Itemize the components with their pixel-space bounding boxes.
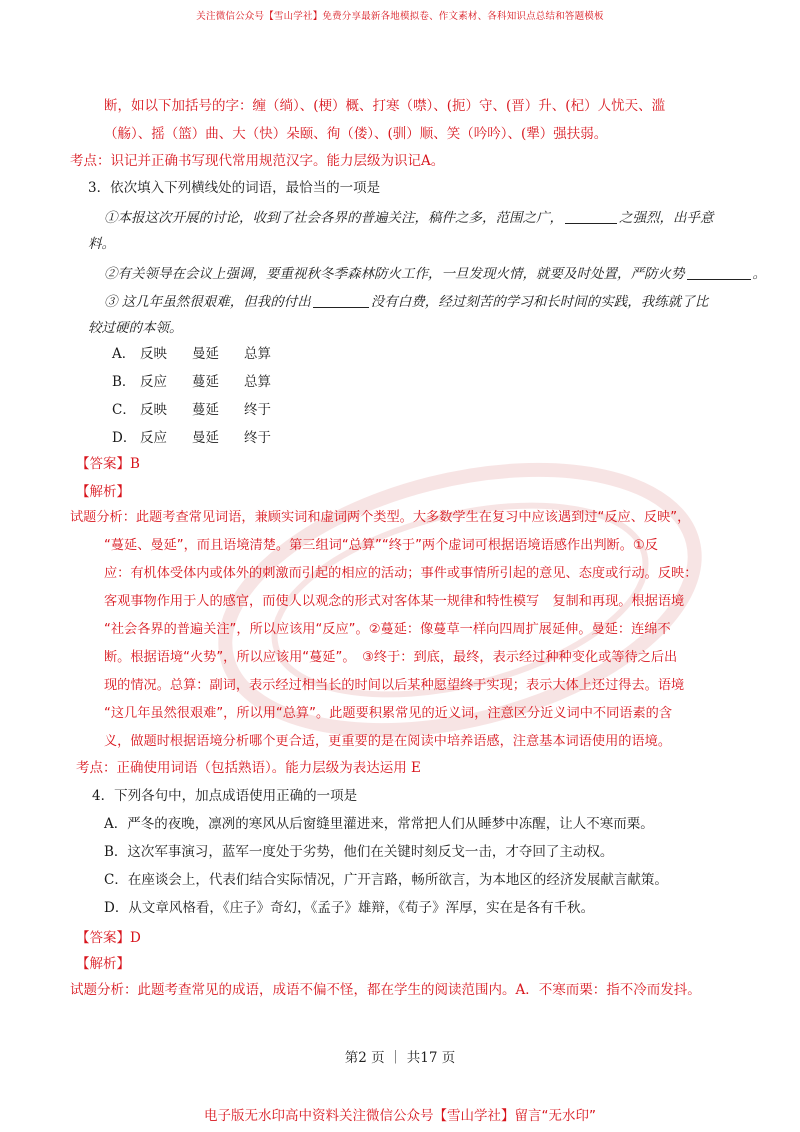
page-number: 第2 页 ｜ 共17 页 <box>344 1050 456 1066</box>
q3-s2-part-a: ②有关领导在会议上强调，要重视秋冬季森林防火工作，一旦发现火情，就要及时处置，严防火势 <box>104 266 685 282</box>
q3-sentence-2 <box>104 264 766 284</box>
q3-analysis-line: 客观事物作用于人的感官，而使人以观念的形式对客体某一规律和特性模写 复制和再现。根据语境 <box>104 594 685 609</box>
q3-sentence-1 <box>104 208 714 228</box>
q3-stem: 3．依次填入下列横线处的词语，最恰当的一项是 <box>88 180 381 196</box>
q3-s3-part-c: 较过硬的本领。 <box>88 320 183 336</box>
q3-analysis-line: 试题分析：此题考查常见词语，兼顾实词和虚词两个类型。大多数学生在复习中应该遇到过“反应、反映”， <box>70 510 691 525</box>
q3-analysis-line: “社会各界的普遍关注”，所以应该用“反应”。②蔓延：像蔓草一样向四周扩展延伸。曼延：连绵不 <box>104 622 671 637</box>
q3-kaodian: 考点：正确使用词语（包括熟语）。能力层级为表达运用 E <box>76 760 421 776</box>
q3-answer: 【答案】B <box>76 456 140 472</box>
q3-s3-part-b: 没有白费，经过刻苦的学习和长时间的实践，我练就了比 <box>370 294 709 310</box>
q3-option: A． 反映 曼延 总算 <box>112 346 271 362</box>
header-banner: 关注微信公众号【雪山学社】免费分享最新各地模拟卷、作文素材、各科知识点总结和答题模板 <box>196 11 604 22</box>
q4-analysis-line: 试题分析：此题考查常见的成语，成语不偏不怪，都在学生的阅读范围内。A．不寒而栗：指不冷而发抖。 <box>70 982 701 998</box>
q3-analysis-line: 义，做题时根据语境分析哪个更合适，更重要的是在阅读中培养语感，注意基本词语使用的语境。 <box>104 734 672 749</box>
q4-stem: 4．下列各句中，加点成语使用正确的一项是 <box>92 788 358 804</box>
footer-banner: 电子版无水印高中资料关注微信公众号【雪山学社】留言“无水印” <box>204 1108 596 1124</box>
q3-analysis-line: 现的情况。总算：副词，表示经过相当长的时间以后某种愿望终于实现；表示大体上还过得去。语境 <box>104 678 685 693</box>
q3-blank-2 <box>687 265 751 280</box>
q3-s1-part-a: ①本报这次开展的讨论，收到了社会各界的普遍关注，稿件之多，范围之广， <box>104 210 563 226</box>
q3-analysis-line: “蔓延、曼延”，而且语境清楚。第三组词“总算”“终于”两个虚词可根据语境语感作出判断。①反 <box>104 538 658 553</box>
q3-s3-part-a: ③ 这几年虽然很艰难，但我的付出 <box>104 294 311 310</box>
q3-option: C． 反映 蔓延 终于 <box>112 402 271 418</box>
q3-sentence-3 <box>104 292 708 312</box>
q4-answer: 【答案】D <box>76 930 141 946</box>
q3-s1-part-c: 料。 <box>88 236 115 252</box>
q4-option-a: A．严冬的夜晚，凛冽的寒风从后窗缝里灌进来，常常把人们从睡梦中冻醒，让人不寒而栗。 <box>104 816 654 832</box>
q4-option-b: B．这次军事演习，蓝军一度处于劣势，他们在关键时刻反戈一击，才夺回了主动权。 <box>104 844 614 860</box>
q3-blank-3 <box>313 293 369 308</box>
q4-option-c: C．在座谈会上，代表们结合实际情况，广开言路，畅所欲言，为本地区的经济发展献言献策。 <box>104 872 668 888</box>
q3-option: D． 反应 曼延 终于 <box>112 430 271 446</box>
q3-analysis-line: 断。根据语境“火势”，所以应该用“蔓延”。 ③终于：到底，最终，表示经过种种变化或等待之后出 <box>104 650 678 665</box>
q2-kaodian: 考点：识记并正确书写现代常用规范汉字。能力层级为识记A。 <box>70 153 445 169</box>
q3-analysis-line: “这几年虽然很艰难”，所以用“总算”。此题要积累常见的近义词，注意区分近义词中不同语素的含 <box>104 706 673 721</box>
q3-blank-1 <box>565 209 617 224</box>
q3-option: B． 反应 蔓延 总算 <box>112 374 271 390</box>
q4-analysis-title: 【解析】 <box>76 956 130 972</box>
q3-analysis-title: 【解析】 <box>76 484 130 500</box>
q2-tail-line-2: （觞）、摇（篮）曲、大（快）朵颐、徇（偻）、(驯）顺、笑（吟吟）、(犟）强扶弱。 <box>104 126 608 142</box>
q4-option-d: D．从文章风格看，《庄子》奇幻，《孟子》雄辩，《荀子》浑厚，实在是各有千秋。 <box>104 900 595 916</box>
q2-tail-line-1: 断，如以下加括号的字：缠（绱）、(梗）概、打寒（噤）、(扼）守、(晋）升、(杞）人忧天、滥 <box>104 98 666 114</box>
q3-analysis-line: 应：有机体受体内或体外的刺激而引起的相应的活动；事件或事情所引起的意见、态度或行动。反映： <box>104 566 698 581</box>
q3-s2-part-b: 。 <box>752 266 766 282</box>
q3-s1-part-b: 之强烈，出乎意 <box>619 210 714 226</box>
